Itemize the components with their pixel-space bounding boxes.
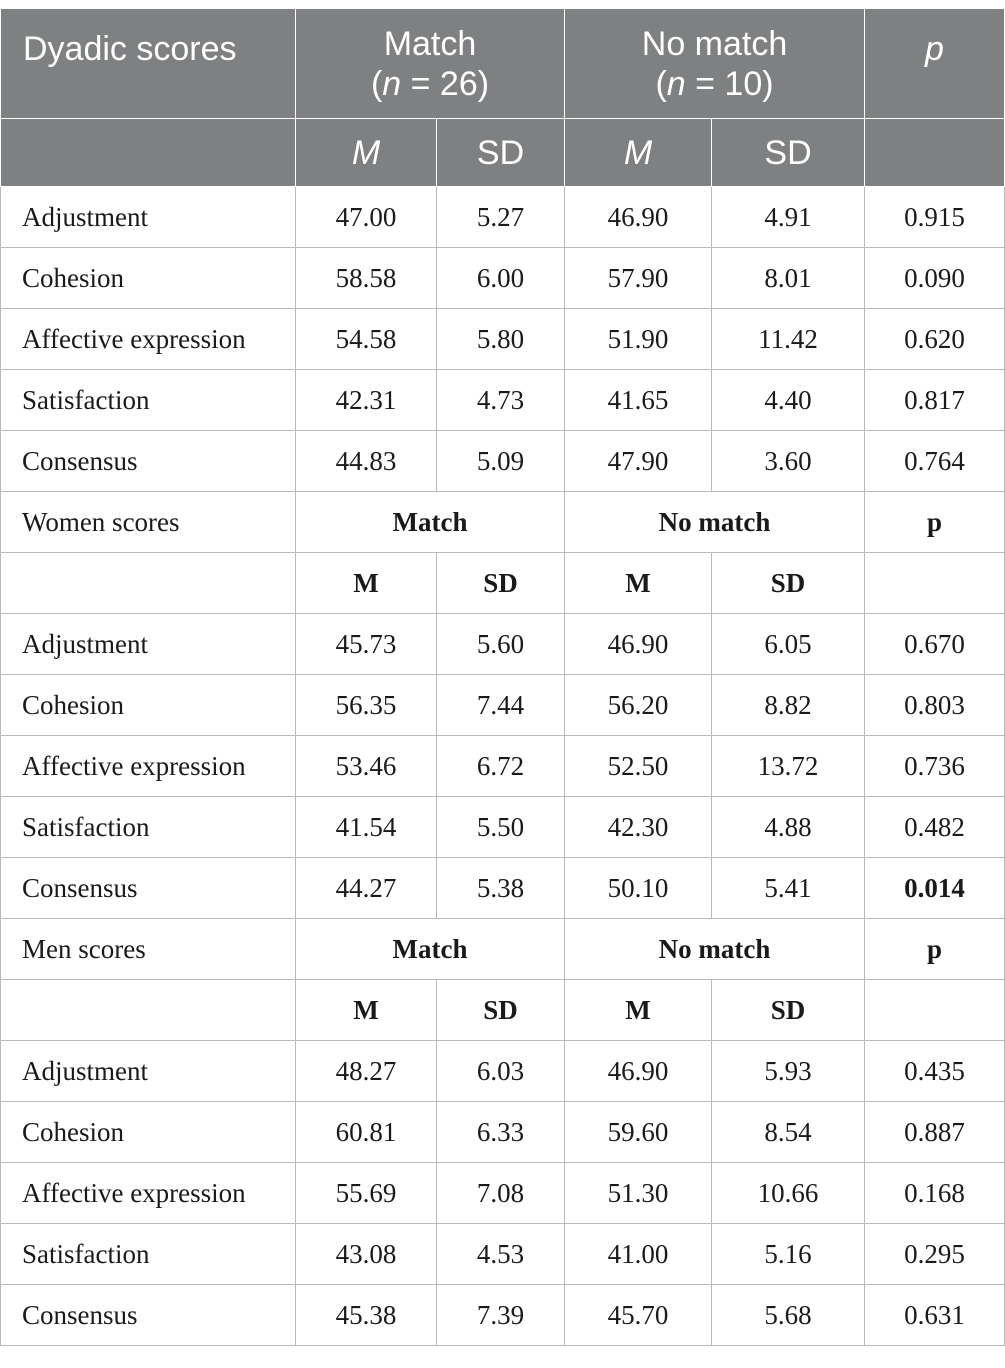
- section-match-women: Match: [296, 492, 565, 553]
- row-label: Affective expression: [1, 309, 296, 370]
- row-label: Consensus: [1, 858, 296, 919]
- header-dyadic-scores: Dyadic scores: [1, 9, 296, 119]
- subheader-sd-nomatch: SD: [712, 980, 865, 1041]
- subheader-empty: [1, 980, 296, 1041]
- row-label: Affective expression: [1, 736, 296, 797]
- cell-sd-match: 5.27: [437, 187, 565, 248]
- cell-sd-match: 5.50: [437, 797, 565, 858]
- table-body: [1, 187, 1005, 1346]
- cell-m-nomatch: 46.90: [565, 1041, 712, 1102]
- subheader-sd-match: SD: [437, 553, 565, 614]
- row-label: Adjustment: [1, 1041, 296, 1102]
- table-row: [1, 1285, 1005, 1346]
- section-p-women: p: [865, 492, 1005, 553]
- table-row: [1, 736, 1005, 797]
- cell-sd-nomatch: 11.42: [712, 309, 865, 370]
- cell-p: 0.764: [865, 431, 1005, 492]
- cell-m-match: 42.31: [296, 370, 437, 431]
- table-row: [1, 1224, 1005, 1285]
- cell-p: 0.887: [865, 1102, 1005, 1163]
- cell-sd-match: 5.09: [437, 431, 565, 492]
- cell-m-match: 60.81: [296, 1102, 437, 1163]
- header-empty-p: [865, 119, 1005, 187]
- header-nomatch-label: No match: [641, 24, 788, 63]
- header-m-match-label: M: [351, 133, 381, 172]
- row-label: Cohesion: [1, 1102, 296, 1163]
- subheader-sd-match: SD: [437, 980, 565, 1041]
- cell-m-nomatch: 52.50: [565, 736, 712, 797]
- subheader-women: [1, 553, 1005, 614]
- row-label: Satisfaction: [1, 797, 296, 858]
- cell-m-match: 43.08: [296, 1224, 437, 1285]
- section-header-men: [1, 919, 1005, 980]
- table-row: [1, 1102, 1005, 1163]
- cell-m-nomatch: 46.90: [565, 614, 712, 675]
- cell-m-nomatch: 50.10: [565, 858, 712, 919]
- cell-sd-match: 7.39: [437, 1285, 565, 1346]
- row-label: Cohesion: [1, 248, 296, 309]
- header-p-label: p: [925, 30, 944, 68]
- cell-p: 0.803: [865, 675, 1005, 736]
- cell-m-nomatch: 59.60: [565, 1102, 712, 1163]
- cell-sd-nomatch: 10.66: [712, 1163, 865, 1224]
- cell-sd-nomatch: 5.68: [712, 1285, 865, 1346]
- row-label: Consensus: [1, 1285, 296, 1346]
- table-row: [1, 248, 1005, 309]
- cell-m-nomatch: 45.70: [565, 1285, 712, 1346]
- header-match-n-var: n: [382, 64, 402, 103]
- row-label: Adjustment: [1, 614, 296, 675]
- row-label: Consensus: [1, 431, 296, 492]
- section-nomatch-men: No match: [565, 919, 865, 980]
- cell-m-nomatch: 47.90: [565, 431, 712, 492]
- header-m-match: [296, 119, 437, 187]
- table-row: [1, 431, 1005, 492]
- cell-sd-match: 7.44: [437, 675, 565, 736]
- header-match-label: Match: [383, 24, 477, 63]
- cell-sd-match: 6.00: [437, 248, 565, 309]
- header-sd-nomatch: SD: [712, 119, 865, 187]
- cell-sd-nomatch: 8.54: [712, 1102, 865, 1163]
- cell-sd-match: 5.80: [437, 309, 565, 370]
- cell-p: 0.482: [865, 797, 1005, 858]
- table-row: [1, 1163, 1005, 1224]
- header-match-n-suffix: = 26): [401, 64, 490, 103]
- cell-m-match: 54.58: [296, 309, 437, 370]
- cell-m-nomatch: 41.00: [565, 1224, 712, 1285]
- cell-m-match: 41.54: [296, 797, 437, 858]
- table-header: [1, 9, 1005, 187]
- table-row: [1, 858, 1005, 919]
- cell-m-nomatch: 57.90: [565, 248, 712, 309]
- cell-sd-nomatch: 5.41: [712, 858, 865, 919]
- subheader-m-match: M: [296, 980, 437, 1041]
- cell-m-nomatch: 51.30: [565, 1163, 712, 1224]
- cell-sd-nomatch: 8.01: [712, 248, 865, 309]
- header-sd-match: SD: [437, 119, 565, 187]
- section-title-men: Men scores: [1, 919, 296, 980]
- cell-sd-match: 7.08: [437, 1163, 565, 1224]
- section-match-men: Match: [296, 919, 565, 980]
- table-row: [1, 797, 1005, 858]
- cell-sd-nomatch: 5.93: [712, 1041, 865, 1102]
- section-p-men: p: [865, 919, 1005, 980]
- cell-p: 0.670: [865, 614, 1005, 675]
- subheader-empty: [1, 553, 296, 614]
- section-title-women: Women scores: [1, 492, 296, 553]
- cell-p: 0.168: [865, 1163, 1005, 1224]
- cell-m-nomatch: 56.20: [565, 675, 712, 736]
- cell-sd-match: 6.33: [437, 1102, 565, 1163]
- cell-sd-nomatch: 4.40: [712, 370, 865, 431]
- cell-m-match: 44.27: [296, 858, 437, 919]
- cell-p: 0.295: [865, 1224, 1005, 1285]
- header-nomatch-n-var: n: [666, 64, 686, 103]
- cell-p-significant: 0.014: [865, 858, 1005, 919]
- cell-sd-nomatch: 6.05: [712, 614, 865, 675]
- cell-sd-nomatch: 8.82: [712, 675, 865, 736]
- row-label: Satisfaction: [1, 370, 296, 431]
- row-label: Cohesion: [1, 675, 296, 736]
- header-nomatch-n-prefix: (: [655, 64, 667, 103]
- cell-p: 0.631: [865, 1285, 1005, 1346]
- cell-m-match: 48.27: [296, 1041, 437, 1102]
- cell-sd-nomatch: 13.72: [712, 736, 865, 797]
- header-match-n-prefix: (: [370, 64, 383, 103]
- cell-p: 0.915: [865, 187, 1005, 248]
- header-nomatch-n-suffix: = 10): [685, 64, 774, 103]
- subheader-sd-nomatch: SD: [712, 553, 865, 614]
- cell-m-match: 55.69: [296, 1163, 437, 1224]
- cell-sd-match: 6.72: [437, 736, 565, 797]
- cell-sd-nomatch: 5.16: [712, 1224, 865, 1285]
- section-nomatch-women: No match: [565, 492, 865, 553]
- header-match: [296, 9, 565, 119]
- header-m-nomatch: [565, 119, 712, 187]
- subheader-men: [1, 980, 1005, 1041]
- row-label: Adjustment: [1, 187, 296, 248]
- cell-m-match: 53.46: [296, 736, 437, 797]
- cell-m-match: 45.38: [296, 1285, 437, 1346]
- section-header-women: [1, 492, 1005, 553]
- subheader-m-match: M: [296, 553, 437, 614]
- scores-table: [0, 8, 1005, 1346]
- cell-p: 0.620: [865, 309, 1005, 370]
- cell-m-match: 56.35: [296, 675, 437, 736]
- cell-sd-match: 4.53: [437, 1224, 565, 1285]
- table-row: [1, 309, 1005, 370]
- cell-sd-match: 4.73: [437, 370, 565, 431]
- row-label: Affective expression: [1, 1163, 296, 1224]
- subheader-empty-p: [865, 553, 1005, 614]
- cell-sd-match: 5.60: [437, 614, 565, 675]
- cell-m-match: 44.83: [296, 431, 437, 492]
- header-empty: [1, 119, 296, 187]
- cell-m-match: 45.73: [296, 614, 437, 675]
- table-row: [1, 1041, 1005, 1102]
- table-row: [1, 187, 1005, 248]
- cell-p: 0.736: [865, 736, 1005, 797]
- table-row: [1, 675, 1005, 736]
- subheader-empty-p: [865, 980, 1005, 1041]
- cell-p: 0.090: [865, 248, 1005, 309]
- header-p: [865, 9, 1005, 119]
- cell-m-match: 47.00: [296, 187, 437, 248]
- cell-sd-nomatch: 4.91: [712, 187, 865, 248]
- table-row: [1, 370, 1005, 431]
- cell-p: 0.817: [865, 370, 1005, 431]
- header-m-nomatch-label: M: [623, 133, 653, 172]
- cell-m-nomatch: 51.90: [565, 309, 712, 370]
- subheader-m-nomatch: M: [565, 980, 712, 1041]
- cell-sd-nomatch: 3.60: [712, 431, 865, 492]
- cell-sd-match: 5.38: [437, 858, 565, 919]
- cell-sd-match: 6.03: [437, 1041, 565, 1102]
- header-no-match: [565, 9, 865, 119]
- cell-m-match: 58.58: [296, 248, 437, 309]
- cell-p: 0.435: [865, 1041, 1005, 1102]
- cell-sd-nomatch: 4.88: [712, 797, 865, 858]
- cell-m-nomatch: 42.30: [565, 797, 712, 858]
- subheader-m-nomatch: M: [565, 553, 712, 614]
- cell-m-nomatch: 46.90: [565, 187, 712, 248]
- cell-m-nomatch: 41.65: [565, 370, 712, 431]
- row-label: Satisfaction: [1, 1224, 296, 1285]
- table-row: [1, 614, 1005, 675]
